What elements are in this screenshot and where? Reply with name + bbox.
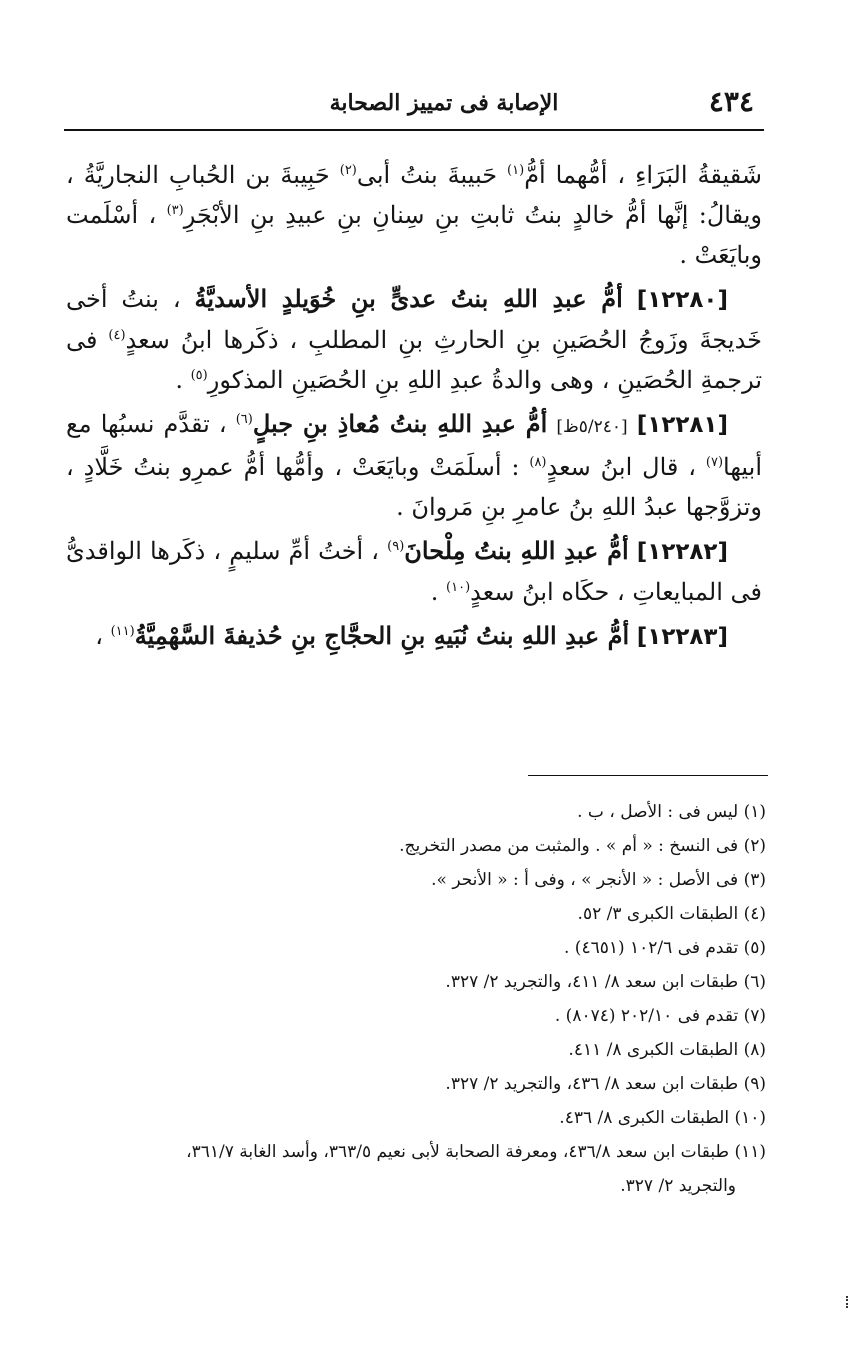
- footnote: (٢) فى النسخ : « أم » . والمثبت من مصدر التخريج.: [399, 836, 766, 856]
- entry-text: ، أختُ أمِّ سليمٍ ، ذكَرها الواقدىُّ فى المبايعاتِ ، حكَاه ابنُ سعدٍ: [66, 537, 762, 606]
- running-title: الإصابة فى تمييز الصحابة: [329, 90, 559, 116]
- entry-text: ، تقدَّم نسبُها مع أبيها: [66, 410, 763, 481]
- footnote: (٨) الطبقات الكبرى ٨/ ٤١١.: [568, 1040, 766, 1060]
- entry-text: فى ترجمةِ الحُصَينِ ، وهى والدةُ عبدِ اللهِ بنِ الحُصَينِ المذكورِ: [66, 326, 762, 394]
- entry-text: ،: [95, 622, 111, 650]
- main-text: [66, 155, 762, 657]
- entry-text: ، بنتُ أخى خَديجةَ وزَوجُ الحُصَينِ بنِ الحارثِ بنِ المطلبِ ، ذكَرها ابنُ سعدٍ: [66, 285, 763, 354]
- entry-text: حَبِيبةَ بن الحُبابِ النجاريَّةُ ، ويقالُ: إنَّها أمُّ خالدٍ بنتُ ثابتِ بنِ سِنانِ بنِ عبيدِ بنِ الأبْجَرِ: [66, 161, 763, 229]
- footnote-marker: (٢): [339, 163, 357, 178]
- page-header: [64, 85, 764, 119]
- footnote-marker: (٨): [529, 455, 547, 470]
- footnote-marker: (٣): [166, 203, 184, 218]
- footnote-continuation: والتجريد ٢/ ٣٢٧.: [620, 1176, 736, 1196]
- page-number: ٤٣٤: [708, 85, 754, 118]
- entry-text: شَقيقةُ البَرَاءِ ، أمُّهما أمُّ: [524, 161, 763, 189]
- entry-number: [١٢٢٨٠]: [636, 287, 728, 313]
- footnote: (٥) تقدم فى ١٠٢/٦ (٤٦٥١) .: [564, 938, 766, 958]
- footnote: (٤) الطبقات الكبرى ٣/ ٥٢.: [577, 904, 766, 924]
- entry-text: ، قال ابنُ سعدٍ: [546, 453, 706, 481]
- margin-mark: [846, 1296, 851, 1308]
- entry-text: حَبيبةَ بنتُ أبى: [356, 161, 508, 189]
- entry-12280: [66, 279, 762, 400]
- entry-text: ، أسْلَمت وبايَعَتْ .: [66, 201, 762, 269]
- entry-heading: أمُّ عبدِ اللهِ بنتُ عدىٍّ بنِ خُوَيلدٍ الأسديَّةُ: [194, 284, 623, 313]
- footnote-marker: (٥): [190, 368, 208, 383]
- entry-heading: أمُّ عبدِ اللهِ بنتُ مِلْحانَ: [404, 536, 629, 565]
- footnote: (٣) فى الأصل : « الأنجر » ، وفى أ : « الأنحر ».: [431, 870, 766, 890]
- footnote-marker: (٧): [705, 455, 724, 470]
- footnote-marker: (٩): [387, 539, 405, 554]
- footnote-marker: (٤): [108, 328, 126, 343]
- entry-text: .: [175, 366, 191, 394]
- footnote: (٩) طبقات ابن سعد ٨/ ٤٣٦، والتجريد ٢/ ٣٢٧.: [445, 1074, 766, 1094]
- entry-12281: [66, 404, 762, 527]
- entry-continuation: [66, 155, 762, 275]
- footnote: (١١) طبقات ابن سعد ٤٣٦/٨، ومعرفة الصحابة لأبى نعيم ٣٦٣/٥، وأسد الغابة ٣٦١/٧،: [186, 1142, 766, 1162]
- entry-heading: أمُّ عبدِ اللهِ بنتُ مُعاذِ بنِ جبلٍ: [252, 409, 548, 438]
- footnote: (٧) تقدم فى ٢٠٢/١٠ (٨٠٧٤) .: [554, 1006, 766, 1026]
- entry-text: .: [430, 578, 447, 606]
- entry-number: [١٢٢٨١]: [636, 412, 728, 438]
- footnote-marker: (١١): [110, 624, 135, 639]
- entry-12282: [66, 531, 762, 612]
- footnote-marker: (١): [507, 163, 525, 178]
- footnote-separator: [528, 775, 768, 776]
- entry-heading: أمُّ عبدِ اللهِ بنتُ نُبَيهِ بنِ الحجَّاجِ بنِ حُذيفةَ السَّهْمِيَّةُ: [134, 621, 630, 650]
- header-rule: [64, 129, 764, 131]
- entry-text: : أسلَمَتْ وبايَعَتْ ، وأمُّها أمُّ عمرِو بنتُ خَلَّادٍ ، وتزوَّجها عبدُ اللهِ بنُ عامرِ بنِ مَروانَ .: [66, 453, 762, 521]
- footnote: (١) ليس فى : الأصل ، ب .: [577, 802, 766, 822]
- volume-reference: [٥/٢٤٠ظ]: [556, 417, 628, 437]
- footnote: (٦) طبقات ابن سعد ٨/ ٤١١، والتجريد ٢/ ٣٢٧.: [445, 972, 766, 992]
- entry-number: [١٢٢٨٣]: [636, 624, 728, 650]
- entry-12283: [66, 616, 762, 657]
- footnote-marker: (٦): [235, 412, 253, 427]
- footnote: (١٠) الطبقات الكبرى ٨/ ٤٣٦.: [559, 1108, 766, 1128]
- footnotes: [66, 795, 766, 1203]
- footnote-marker: (١٠): [446, 580, 471, 595]
- entry-number: [١٢٢٨٢]: [636, 539, 728, 565]
